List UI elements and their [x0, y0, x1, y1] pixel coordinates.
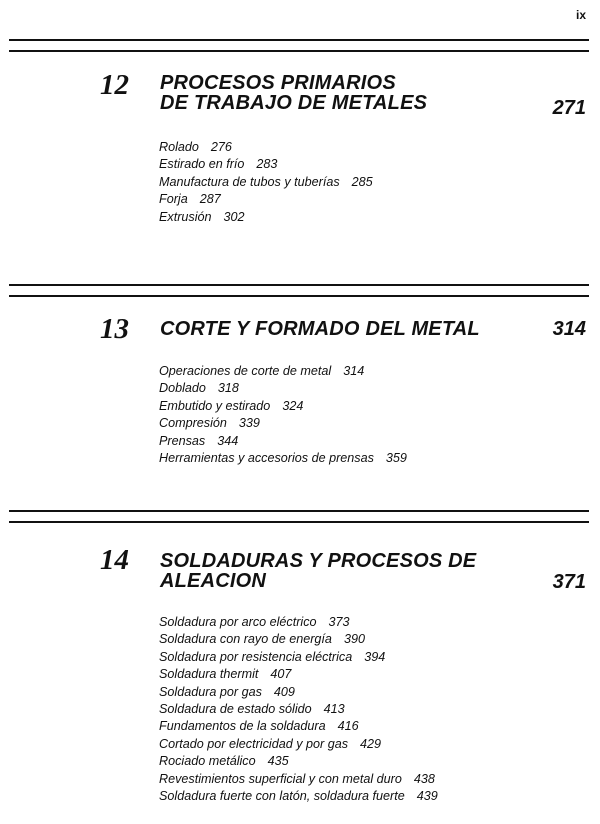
entry-page: 438	[413, 771, 435, 786]
divider-line	[9, 50, 589, 52]
entry-page: 318	[217, 381, 239, 396]
toc-entry[interactable]	[159, 718, 438, 735]
entry-title: Rolado	[159, 140, 199, 154]
chapter-title	[160, 551, 476, 591]
chapter-title	[160, 73, 427, 113]
toc-entry[interactable]	[159, 209, 373, 226]
entry-page: 390	[343, 632, 365, 647]
divider-line	[9, 510, 589, 512]
entry-title: Soldadura thermit	[159, 667, 259, 682]
entry-page: 339	[238, 416, 260, 431]
entry-title: Extrusión	[159, 209, 212, 224]
toc-entry[interactable]	[159, 736, 438, 753]
entry-page: 429	[360, 736, 382, 751]
entry-title: Cortado por electricidad y por gas	[159, 736, 349, 751]
entry-title: Prensas	[159, 433, 206, 448]
entry-page: 283	[256, 157, 278, 172]
entry-title: Rociado metálico	[159, 754, 256, 769]
entry-title: Soldadura por resistencia eléctrica	[159, 649, 353, 664]
chapter-title-line: DE TRABAJO DE METALES	[160, 92, 428, 114]
entry-page: 302	[223, 209, 245, 224]
toc-entry[interactable]	[159, 398, 407, 415]
entry-list	[159, 363, 407, 467]
toc-entry[interactable]	[159, 614, 438, 631]
entry-title: Soldadura con rayo de energía	[159, 632, 332, 647]
toc-entry[interactable]	[159, 649, 438, 666]
chapter-title-line: PROCESOS PRIMARIOS	[160, 72, 396, 94]
divider-line	[9, 39, 589, 41]
toc-entry[interactable]	[159, 174, 373, 191]
entry-title: Doblado	[159, 381, 206, 396]
entry-page: 285	[351, 174, 373, 189]
chapter-page: 271	[552, 97, 586, 119]
toc-entry[interactable]	[159, 788, 438, 805]
toc-entry[interactable]	[159, 450, 407, 467]
chapter-number: 12	[100, 69, 129, 101]
toc-entry[interactable]	[159, 771, 438, 788]
entry-title: Manufactura de tubos y tuberías	[159, 174, 340, 189]
chapter-page: 371	[552, 571, 586, 593]
entry-title: Estirado en frío	[159, 157, 245, 172]
toc-entry[interactable]	[159, 753, 438, 770]
toc-entry[interactable]	[159, 666, 438, 683]
section-divider	[9, 39, 589, 52]
entry-page: 407	[270, 667, 292, 682]
entry-title: Fundamentos de la soldadura	[159, 719, 326, 734]
entry-page: 394	[364, 649, 386, 664]
entry-page: 324	[282, 398, 304, 413]
toc-entry[interactable]	[159, 415, 407, 432]
chapter-title-line: CORTE Y FORMADO DEL METAL	[160, 318, 480, 340]
page-number: ix	[575, 8, 586, 22]
entry-page: 439	[416, 789, 438, 804]
section-divider	[9, 284, 589, 297]
entry-title: Soldadura fuerte con latón, soldadura fuerte	[159, 789, 405, 804]
entry-page: 314	[343, 364, 365, 378]
entry-title: Soldadura por arco eléctrico	[159, 615, 317, 629]
chapter-title-line: ALEACION	[160, 570, 267, 592]
entry-title: Herramientas y accesorios de prensas	[159, 451, 374, 466]
entry-page: 416	[337, 719, 359, 734]
divider-line	[9, 284, 589, 286]
entry-page: 344	[217, 433, 239, 448]
entry-list	[159, 139, 373, 226]
entry-title: Revestimientos superficial y con metal duro	[159, 771, 402, 786]
toc-entry[interactable]	[159, 701, 438, 718]
chapter-page: 314	[552, 318, 586, 340]
toc-entry[interactable]	[159, 363, 407, 380]
chapter-title-line: SOLDADURAS Y PROCESOS DE	[160, 550, 477, 572]
entry-page: 409	[273, 684, 295, 699]
entry-title: Embutido y estirado	[159, 398, 271, 413]
entry-list	[159, 614, 438, 805]
chapter-number: 14	[100, 544, 129, 576]
chapter-title	[160, 319, 480, 339]
toc-entry[interactable]	[159, 139, 373, 156]
toc-entry[interactable]	[159, 156, 373, 173]
entry-title: Operaciones de corte de metal	[159, 364, 332, 378]
toc-entry[interactable]	[159, 433, 407, 450]
entry-title: Compresión	[159, 416, 227, 431]
toc-entry[interactable]	[159, 191, 373, 208]
entry-page: 373	[328, 615, 350, 629]
entry-page: 435	[267, 754, 289, 769]
entry-title: Soldadura de estado sólido	[159, 702, 312, 717]
divider-line	[9, 295, 589, 297]
divider-line	[9, 521, 589, 523]
entry-page: 413	[323, 702, 345, 717]
toc-entry[interactable]	[159, 380, 407, 397]
entry-title: Soldadura por gas	[159, 684, 262, 699]
entry-page: 359	[385, 451, 407, 466]
entry-page: 276	[210, 140, 232, 154]
section-divider	[9, 510, 589, 523]
toc-entry[interactable]	[159, 631, 438, 648]
entry-page: 287	[199, 192, 221, 207]
toc-entry[interactable]	[159, 684, 438, 701]
chapter-number: 13	[100, 313, 129, 345]
entry-title: Forja	[159, 192, 188, 207]
